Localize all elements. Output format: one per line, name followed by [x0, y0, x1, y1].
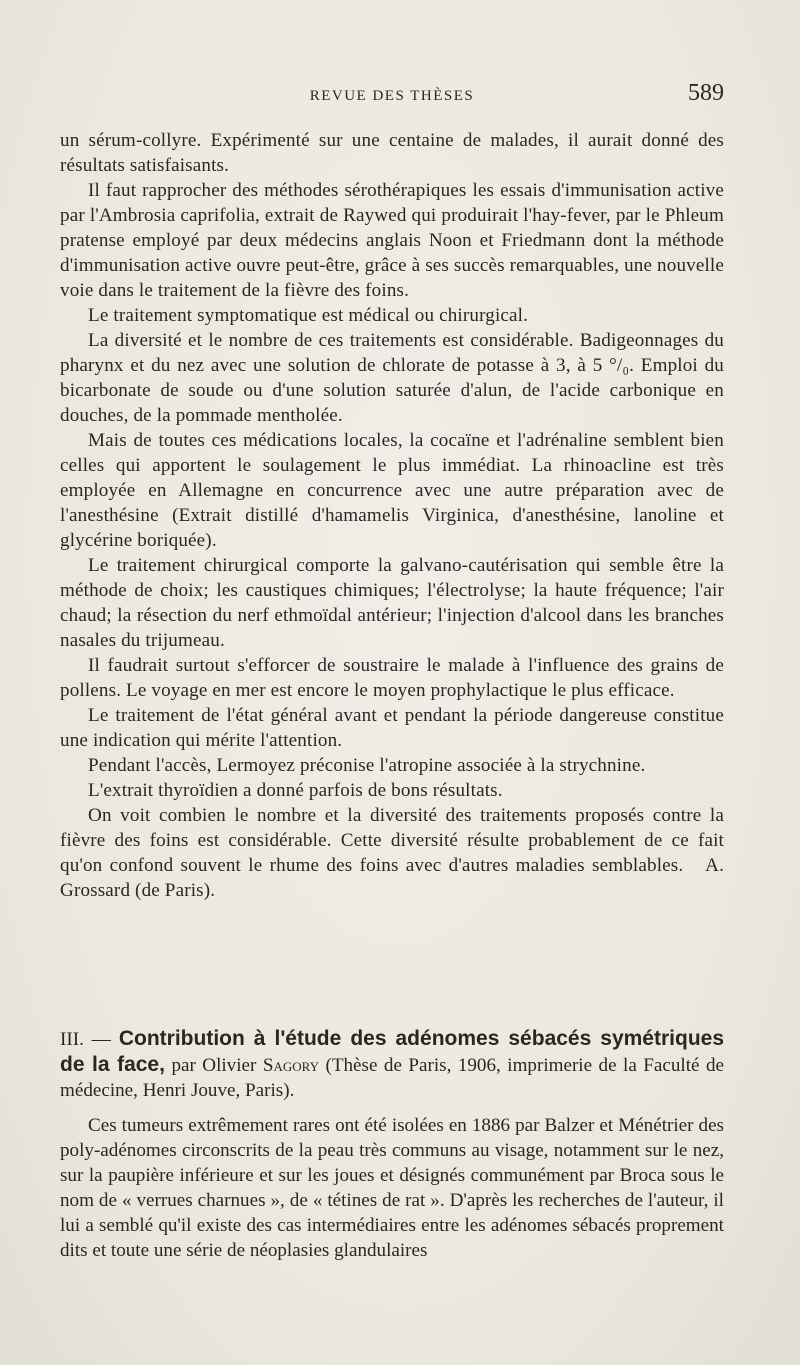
section-number: III. — [60, 1029, 111, 1050]
section-body [60, 1113, 724, 1263]
paragraph: La diversité et le nombre de ces traitements est considérable. Badigeonnages du pharynx et du nez avec une solution de chlorate de potasse à 3, à 5 °/₀. Emploi du bicarbonate de soude ou d'une solution saturée d'alun, de l'acide carbonique en douches, de la pommade menthol​ée. [60, 330, 724, 426]
section-heading [60, 1026, 724, 1103]
paragraph: Mais de toutes ces médications locales, la cocaïne et l'adrénaline semblent bien celles qui apportent le soulagement le plus immédiat. La rhinoacline est très employée en Allemagne en concurrence avec une autre préparation avec de l'anesthésine (Extrait distillé d'hamamelis Virginica, d'anesthésine, lanoline et glycérine boriquée). [60, 430, 724, 551]
running-title: REVUE DES THÈSES [309, 88, 475, 104]
paragraph: Ces tumeurs extrêmement rares ont été isolées en 1886 par Balzer et Ménétrier des poly-adénomes circonscrits de la peau très communs au visage, notamment sur le nez, sur la paupière inférieure et sur les joues et désignés communément par Broca sous le nom de « verrues charnues », de « tétines de rat ». D'après les recherches de l'auteur, il lui a semblé qu'il existe des cas intermédiaires entre les adénomes sébacés proprement dits et toute une série de néoplasies glandulaires [60, 1115, 724, 1261]
section-author: Sagory [262, 1055, 319, 1076]
paragraph: Le traitement de l'état général avant et pendant la période dangereuse constitue une indication qui mérite l'attention. [60, 705, 724, 751]
paragraph: Il faudrait surtout s'efforcer de soustraire le malade à l'influence des grains de pollens. Le voyage en mer est encore le moyen prophylactique le plus efficace. [60, 655, 724, 701]
paragraph: un sérum-collyre. Expérimenté sur une centaine de malades, il aurait donné des résultats satisfaisants. [60, 130, 724, 176]
paragraph-text: On voit combien le nombre et la diversité des traitements proposés contre la fièvre des foins est considérable. Cette diversité résulte probablement de ce fait qu'on confond souvent le rhume des foins avec d'autres maladies semblables. [60, 805, 724, 876]
paragraph: Le traitement symptomatique est médical ou chirurgical. [88, 305, 529, 326]
paragraph-with-signature [60, 803, 724, 903]
paragraph: Pendant l'accès, Lermoyez préconise l'atropine associée à la strychnine. [88, 755, 646, 776]
paragraph: Il faut rapprocher des méthodes sérothérapiques les essais d'immunisation active par l'Ambrosia caprifolia, extrait de Raywed qui produirait l'hay-fever, par le Phleum pratense employé par deux médecins anglais Noon et Friedmann dont la méthode d'immunisation active ouvre peut-être, grâce à ses succès remarquables, une nouvelle voie dans le traitement de la fièvre des foins. [60, 180, 724, 301]
section-title: Contribution à l'étude des adénomes sébacés symétriques de la face, [60, 1027, 725, 1076]
body-text [60, 128, 724, 903]
signature: A. Grossard (de Paris). [60, 855, 724, 901]
page-number: 589 [688, 80, 724, 106]
thesis-review-section [60, 1026, 724, 1263]
paragraph: L'extrait thyroïdien a donné parfois de bons résultats. [88, 780, 503, 801]
paragraph: Le traitement chirurgical comporte la galvano-cautérisation qui semble être la méthode de choix; les caustiques chimiques; l'électrolyse; la haute fréquence; l'air chaud; la résection du nerf ethmoïdal antérieur; l'injection d'alcool dans les branches nasales du trijumeau. [60, 555, 724, 651]
section-details: (Thèse de Paris, 1906, imprimerie de la Faculté de médecine, Henri Jouve, Paris). [60, 1055, 724, 1101]
section-by: par Olivier [171, 1055, 257, 1076]
page-header [60, 80, 724, 114]
